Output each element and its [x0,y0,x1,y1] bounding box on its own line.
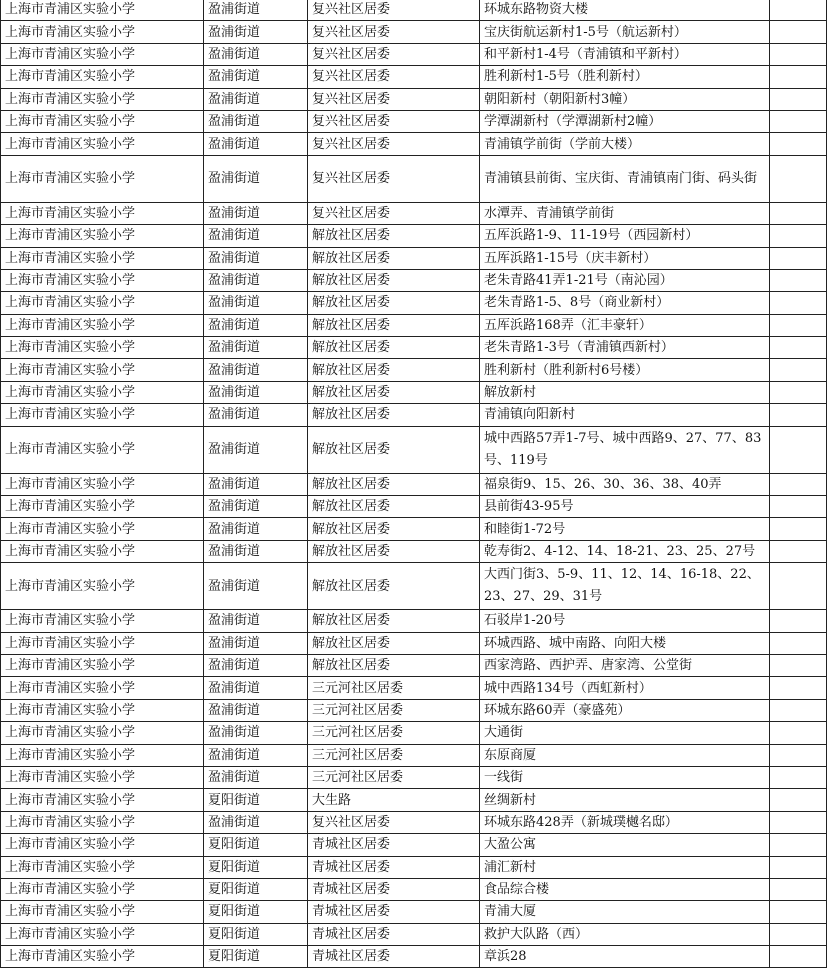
empty-cell [770,834,827,856]
committee-cell: 青城社区居委 [308,856,480,878]
school-cell: 上海市青浦区实验小学 [1,834,204,856]
empty-cell [770,21,827,43]
committee-cell: 解放社区居委 [308,225,480,247]
address-cell: 城中西路57弄1-7号、城中西路9、27、77、83号、119号 [480,426,770,473]
table-row [1,0,827,21]
street-cell: 盈浦街道 [204,722,308,744]
street-cell: 盈浦街道 [204,110,308,132]
committee-cell: 青城社区居委 [308,923,480,945]
address-cell: 环城西路、城中南路、向阳大楼 [480,632,770,654]
table-row [1,43,827,65]
table-row [1,21,827,43]
empty-cell [770,155,827,202]
committee-cell: 解放社区居委 [308,473,480,495]
empty-cell [770,202,827,224]
street-cell: 夏阳街道 [204,856,308,878]
empty-cell [770,610,827,632]
address-cell: 环城东路428弄（新城璞樾名邸） [480,811,770,833]
street-cell: 盈浦街道 [204,404,308,426]
address-cell: 学潭湖新村（学潭湖新村2幢） [480,110,770,132]
address-cell: 城中西路134号（西虹新村） [480,677,770,699]
school-cell: 上海市青浦区实验小学 [1,789,204,811]
committee-cell: 解放社区居委 [308,632,480,654]
address-cell: 胜利新村（胜利新村6号楼） [480,359,770,381]
empty-cell [770,110,827,132]
street-cell: 盈浦街道 [204,426,308,473]
table-row [1,518,827,540]
table-row [1,292,827,314]
school-cell: 上海市青浦区实验小学 [1,43,204,65]
table-row [1,563,827,610]
table-row [1,496,827,518]
address-cell: 五厍浜路1-15号（庆丰新村） [480,247,770,269]
empty-cell [770,337,827,359]
address-cell: 老朱青路41弄1-21号（南沁园） [480,269,770,291]
street-cell: 夏阳街道 [204,878,308,900]
school-cell: 上海市青浦区实验小学 [1,359,204,381]
street-cell: 盈浦街道 [204,202,308,224]
street-cell: 盈浦街道 [204,540,308,562]
street-cell: 盈浦街道 [204,654,308,676]
street-cell: 盈浦街道 [204,610,308,632]
empty-cell [770,292,827,314]
empty-cell [770,744,827,766]
committee-cell: 解放社区居委 [308,654,480,676]
table-row [1,269,827,291]
address-cell: 大西门街3、5-9、11、12、14、16-18、22、23、27、29、31号 [480,563,770,610]
school-cell: 上海市青浦区实验小学 [1,632,204,654]
school-cell: 上海市青浦区实验小学 [1,496,204,518]
table-row [1,155,827,202]
address-cell: 福泉街9、15、26、30、36、38、40弄 [480,473,770,495]
committee-cell: 解放社区居委 [308,337,480,359]
committee-cell: 解放社区居委 [308,610,480,632]
school-cell: 上海市青浦区实验小学 [1,247,204,269]
table-row [1,901,827,923]
empty-cell [770,496,827,518]
table-row [1,699,827,721]
address-cell: 五厍浜路1-9、11-19号（西园新村） [480,225,770,247]
table-row [1,404,827,426]
school-cell: 上海市青浦区实验小学 [1,0,204,21]
empty-cell [770,269,827,291]
committee-cell: 复兴社区居委 [308,88,480,110]
address-cell: 大盈公寓 [480,834,770,856]
empty-cell [770,381,827,403]
street-cell: 夏阳街道 [204,834,308,856]
empty-cell [770,43,827,65]
street-cell: 盈浦街道 [204,496,308,518]
committee-cell: 复兴社区居委 [308,43,480,65]
empty-cell [770,766,827,788]
school-cell: 上海市青浦区实验小学 [1,563,204,610]
table-row [1,856,827,878]
street-cell: 盈浦街道 [204,677,308,699]
school-cell: 上海市青浦区实验小学 [1,202,204,224]
school-cell: 上海市青浦区实验小学 [1,21,204,43]
empty-cell [770,722,827,744]
school-cell: 上海市青浦区实验小学 [1,110,204,132]
school-cell: 上海市青浦区实验小学 [1,292,204,314]
street-cell: 盈浦街道 [204,766,308,788]
street-cell: 盈浦街道 [204,359,308,381]
address-cell: 环城东路60弄（豪盛苑） [480,699,770,721]
street-cell: 盈浦街道 [204,133,308,155]
address-cell: 青浦镇学前街（学前大楼） [480,133,770,155]
committee-cell: 解放社区居委 [308,426,480,473]
committee-cell: 青城社区居委 [308,834,480,856]
street-cell: 盈浦街道 [204,473,308,495]
address-cell: 水潭弄、青浦镇学前街 [480,202,770,224]
empty-cell [770,426,827,473]
committee-cell: 解放社区居委 [308,314,480,336]
table-row [1,66,827,88]
table-row [1,878,827,900]
committee-cell: 青城社区居委 [308,946,480,968]
committee-cell: 三元河社区居委 [308,766,480,788]
street-cell: 夏阳街道 [204,901,308,923]
table-row [1,247,827,269]
school-cell: 上海市青浦区实验小学 [1,677,204,699]
empty-cell [770,563,827,610]
committee-cell: 解放社区居委 [308,518,480,540]
street-cell: 夏阳街道 [204,789,308,811]
school-cell: 上海市青浦区实验小学 [1,337,204,359]
address-cell: 乾寿街2、4-12、14、18-21、23、25、27号 [480,540,770,562]
address-cell: 胜利新村1-5号（胜利新村） [480,66,770,88]
school-cell: 上海市青浦区实验小学 [1,426,204,473]
empty-cell [770,247,827,269]
address-cell: 大通街 [480,722,770,744]
table-row [1,337,827,359]
street-cell: 盈浦街道 [204,744,308,766]
address-cell: 和平新村1-4号（青浦镇和平新村） [480,43,770,65]
table-row [1,923,827,945]
street-cell: 盈浦街道 [204,155,308,202]
address-cell: 食品综合楼 [480,878,770,900]
street-cell: 盈浦街道 [204,0,308,21]
committee-cell: 三元河社区居委 [308,677,480,699]
street-cell: 盈浦街道 [204,225,308,247]
address-cell: 一线街 [480,766,770,788]
empty-cell [770,66,827,88]
committee-cell: 复兴社区居委 [308,0,480,21]
address-cell: 和睦街1-72号 [480,518,770,540]
street-cell: 盈浦街道 [204,381,308,403]
street-cell: 夏阳街道 [204,946,308,968]
table-row [1,789,827,811]
address-cell: 石驳岸1-20号 [480,610,770,632]
empty-cell [770,632,827,654]
table-row [1,677,827,699]
committee-cell: 解放社区居委 [308,563,480,610]
address-cell: 老朱青路1-3号（青浦镇西新村） [480,337,770,359]
address-cell: 朝阳新村（朝阳新村3幢） [480,88,770,110]
street-cell: 盈浦街道 [204,314,308,336]
street-cell: 盈浦街道 [204,811,308,833]
committee-cell: 解放社区居委 [308,381,480,403]
committee-cell: 复兴社区居委 [308,155,480,202]
address-cell: 青浦大厦 [480,901,770,923]
empty-cell [770,225,827,247]
table-row [1,133,827,155]
street-cell: 盈浦街道 [204,43,308,65]
empty-cell [770,878,827,900]
empty-cell [770,404,827,426]
table-row [1,834,827,856]
school-cell: 上海市青浦区实验小学 [1,88,204,110]
school-cell: 上海市青浦区实验小学 [1,856,204,878]
committee-cell: 复兴社区居委 [308,21,480,43]
address-cell: 救护大队路（西） [480,923,770,945]
table-row [1,88,827,110]
table-row [1,722,827,744]
empty-cell [770,789,827,811]
school-cell: 上海市青浦区实验小学 [1,540,204,562]
street-cell: 盈浦街道 [204,269,308,291]
school-cell: 上海市青浦区实验小学 [1,473,204,495]
school-cell: 上海市青浦区实验小学 [1,744,204,766]
empty-cell [770,699,827,721]
table-row [1,744,827,766]
empty-cell [770,811,827,833]
street-cell: 盈浦街道 [204,247,308,269]
school-cell: 上海市青浦区实验小学 [1,946,204,968]
street-cell: 盈浦街道 [204,563,308,610]
empty-cell [770,314,827,336]
empty-cell [770,923,827,945]
street-cell: 盈浦街道 [204,88,308,110]
street-cell: 盈浦街道 [204,66,308,88]
committee-cell: 复兴社区居委 [308,133,480,155]
school-cell: 上海市青浦区实验小学 [1,269,204,291]
table-row [1,540,827,562]
committee-cell: 复兴社区居委 [308,811,480,833]
school-cell: 上海市青浦区实验小学 [1,766,204,788]
committee-cell: 青城社区居委 [308,878,480,900]
committee-cell: 解放社区居委 [308,404,480,426]
empty-cell [770,946,827,968]
empty-cell [770,88,827,110]
table-row [1,359,827,381]
table-row [1,632,827,654]
street-cell: 盈浦街道 [204,518,308,540]
committee-cell: 复兴社区居委 [308,66,480,88]
school-cell: 上海市青浦区实验小学 [1,878,204,900]
committee-cell: 三元河社区居委 [308,744,480,766]
school-cell: 上海市青浦区实验小学 [1,381,204,403]
school-cell: 上海市青浦区实验小学 [1,314,204,336]
table-row [1,202,827,224]
empty-cell [770,518,827,540]
address-cell: 浦汇新村 [480,856,770,878]
address-cell: 东原商厦 [480,744,770,766]
school-cell: 上海市青浦区实验小学 [1,722,204,744]
address-cell: 解放新村 [480,381,770,403]
empty-cell [770,901,827,923]
school-cell: 上海市青浦区实验小学 [1,155,204,202]
street-cell: 盈浦街道 [204,292,308,314]
committee-cell: 解放社区居委 [308,359,480,381]
empty-cell [770,133,827,155]
school-cell: 上海市青浦区实验小学 [1,654,204,676]
school-cell: 上海市青浦区实验小学 [1,901,204,923]
school-cell: 上海市青浦区实验小学 [1,225,204,247]
address-cell: 县前街43-95号 [480,496,770,518]
committee-cell: 三元河社区居委 [308,699,480,721]
empty-cell [770,856,827,878]
committee-cell: 解放社区居委 [308,247,480,269]
committee-cell: 解放社区居委 [308,496,480,518]
committee-cell: 复兴社区居委 [308,110,480,132]
committee-cell: 三元河社区居委 [308,722,480,744]
school-cell: 上海市青浦区实验小学 [1,923,204,945]
table-row [1,610,827,632]
table-row [1,811,827,833]
address-cell: 丝绸新村 [480,789,770,811]
committee-cell: 解放社区居委 [308,292,480,314]
empty-cell [770,654,827,676]
table-row [1,473,827,495]
street-cell: 盈浦街道 [204,337,308,359]
committee-cell: 解放社区居委 [308,269,480,291]
table-row [1,225,827,247]
street-cell: 盈浦街道 [204,699,308,721]
school-cell: 上海市青浦区实验小学 [1,811,204,833]
school-cell: 上海市青浦区实验小学 [1,133,204,155]
address-cell: 青浦镇向阳新村 [480,404,770,426]
table-row [1,110,827,132]
address-cell: 西家湾路、西护弄、唐家湾、公堂街 [480,654,770,676]
street-cell: 盈浦街道 [204,632,308,654]
address-cell: 环城东路物资大楼 [480,0,770,21]
school-cell: 上海市青浦区实验小学 [1,66,204,88]
school-cell: 上海市青浦区实验小学 [1,518,204,540]
street-cell: 盈浦街道 [204,21,308,43]
table-row [1,946,827,968]
address-cell: 老朱青路1-5、8号（商业新村） [480,292,770,314]
table-row [1,314,827,336]
committee-cell: 大生路 [308,789,480,811]
table-row [1,766,827,788]
committee-cell: 青城社区居委 [308,901,480,923]
empty-cell [770,540,827,562]
table-row [1,654,827,676]
school-cell: 上海市青浦区实验小学 [1,610,204,632]
empty-cell [770,0,827,21]
committee-cell: 复兴社区居委 [308,202,480,224]
table-row [1,426,827,473]
school-cell: 上海市青浦区实验小学 [1,699,204,721]
address-cell: 章浜28 [480,946,770,968]
table-body [1,0,827,968]
empty-cell [770,473,827,495]
empty-cell [770,677,827,699]
address-cell: 宝庆街航运新村1-5号（航运新村） [480,21,770,43]
address-cell: 五厍浜路168弄（汇丰豪轩） [480,314,770,336]
table-row [1,381,827,403]
school-cell: 上海市青浦区实验小学 [1,404,204,426]
street-cell: 夏阳街道 [204,923,308,945]
address-cell: 青浦镇县前街、宝庆街、青浦镇南门街、码头街 [480,155,770,202]
empty-cell [770,359,827,381]
committee-cell: 解放社区居委 [308,540,480,562]
